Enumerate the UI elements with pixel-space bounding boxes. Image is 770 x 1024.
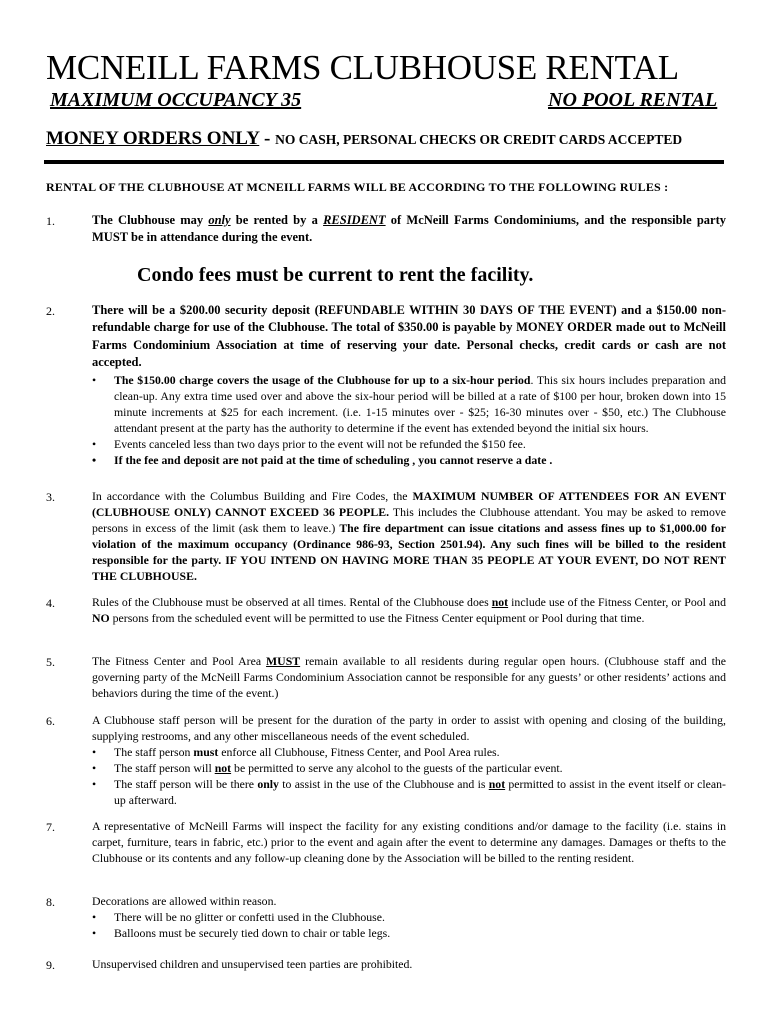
rule-6-text: A Clubhouse staff person will be present for the duration of the party in order to assist with opening and closing of the building, supplying restrooms, and any other miscellaneous needs of the event scheduled. <box>92 713 726 743</box>
rule-4-text <box>92 594 726 626</box>
rules-intro: RENTAL OF THE CLUBHOUSE AT MCNEILL FARMS WILL BE ACCORDING TO THE FOLLOWING RULES : <box>46 180 669 194</box>
rule-6-b1-must: must <box>193 745 219 759</box>
rule-4-part-a: Rules of the Clubhouse must be observed at all times. Rental of the Clubhouse does <box>92 595 492 609</box>
rule-8-number: 8. <box>46 895 55 909</box>
rule-8-bullet-2: • Balloons must be securely tied down to chair or table legs. <box>92 925 726 941</box>
rule-6-list <box>92 744 726 808</box>
rule-3-number: 3. <box>46 490 55 504</box>
rule-2-block <box>92 302 726 468</box>
dash-separator: - <box>259 128 276 149</box>
rule-3-part-c: This includes the Clubhouse attendant. You may be asked to remove persons in excess of the limit (ask them to leave.) <box>92 505 726 535</box>
rule-6-b3-only: only <box>257 777 279 791</box>
rule-1-part-a: The Clubhouse may <box>92 213 209 227</box>
no-pool-rental-heading: NO POOL RENTAL <box>548 89 718 111</box>
rule-6-b2-b: be permitted to serve any alcohol to the guests of the particular event. <box>231 761 563 775</box>
rule-5-part-b: remain available to all residents during regular open hours. (Clubhouse staff and the governing party of the McNeill Farms Condominium Association cannot be responsible for any guests’ or other residents’ actions and behaviors during the time of the event.) <box>92 654 726 700</box>
horizontal-divider <box>44 160 724 164</box>
rule-6-b3-a: The staff person will be there <box>114 777 258 791</box>
rule-1-part-b: be rented by a <box>230 213 324 227</box>
rule-5-text <box>92 653 726 701</box>
rule-5-must: MUST <box>266 654 301 668</box>
rule-8-text: Decorations are allowed within reason. <box>92 894 277 908</box>
rule-5-part-a: The Fitness Center and Pool Area <box>92 654 267 668</box>
rule-8-list <box>92 909 726 941</box>
rule-2-bullet-3: • If the fee and deposit are not paid at the time of scheduling , you cannot reserve a date . <box>92 452 726 468</box>
rule-3-part-a: In accordance with the Columbus Building and Fire Codes, the <box>92 489 413 503</box>
rule-1-part-c: of McNeill Farms Condominiums, and the responsible party MUST be in attendance during the event. <box>92 213 726 244</box>
rule-6-bullet-2 <box>92 760 726 776</box>
document-title: MCNEILL FARMS CLUBHOUSE RENTAL <box>46 48 679 87</box>
rule-2-text: There will be a $200.00 security deposit (REFUNDABLE WITHIN 30 DAYS OF THE EVENT) and a $150.00 non-refundable charge for use of the Clubhouse. The total of $350.00 is payable by MONEY ORDER made out to McNeill Farms Condominium Association at time of reserving your date. Personal checks, credit cards or cash are not accepted. <box>92 303 726 369</box>
rule-1-resident: RESIDENT <box>323 213 386 227</box>
condo-fees-notice: Condo fees must be current to rent the facility. <box>137 264 534 286</box>
no-cash-notice: NO CASH, PERSONAL CHECKS OR CREDIT CARDS ACCEPTED <box>275 132 683 147</box>
maximum-occupancy-heading: MAXIMUM OCCUPANCY 35 <box>50 89 302 111</box>
rule-2-number: 2. <box>46 304 55 318</box>
rule-6-block <box>92 712 726 808</box>
rule-1-number: 1. <box>46 214 55 228</box>
rule-2-bullet-1 <box>92 372 726 436</box>
rule-6-b1-b: enforce all Clubhouse, Fitness Center, and Pool Area rules. <box>218 745 500 759</box>
rule-1-only: only <box>208 213 231 227</box>
rule-3-part-d: The fire department can issue citations and assess fines up to $1,000.00 for violation of the maximum occupancy (Ordinance 986-93, Section 2501.94). Any such fines will be billed to the resident responsible for the party. IF YOU INTEND ON HAVING MORE THAN 35 PEOPLE AT YOUR EVENT, DO NOT RENT THE CLUBHOUSE. <box>92 521 726 583</box>
rule-7-text: A representative of McNeill Farms will inspect the facility for any existing conditions and/or damage to the facility (i.e. stains in carpet, furniture, tears in fabric, etc.) prior to the event and again after the event to determine any damages. Damages or thefts to the Clubhouse or its contents and any follow-up cleaning done by the Association will be billed to the renting resident. <box>92 819 726 865</box>
rule-3-part-b: MAXIMUM NUMBER OF ATTENDEES FOR AN EVENT (CLUBHOUSE ONLY) CANNOT EXCEED 36 PEOPLE. <box>92 489 726 519</box>
rule-4-part-b: include use of the Fitness Center, or Pool and <box>508 595 726 609</box>
rule-6-number: 6. <box>46 714 55 728</box>
rule-6-b3-c: permitted to assist in the event itself or clean-up afterward. <box>114 777 726 807</box>
payment-notice <box>46 128 682 150</box>
rule-2-bullet-2: • Events canceled less than two days prior to the event will not be refunded the $150 fee. <box>92 436 726 452</box>
rule-9-number: 9. <box>46 958 55 972</box>
rule-6-bullet-3 <box>92 776 726 808</box>
rule-1-text <box>92 212 726 246</box>
rule-6-bullet-1 <box>92 744 726 760</box>
rule-2-bullet-1-rest: . This six hours includes preparation and clean-up. Any extra time used over and above the six-hour period will be billed at a rate of $100 per hour, broken down into 15 minute increments at $25 for each increment. (i.e. 1-15 minutes over - $25; 16-30 minutes over - $50, etc.) The Clubhouse attendant present at the party has the authority to determine if the event has extended beyond the initial six hours. <box>114 373 726 436</box>
rule-6-b1-a: The staff person <box>114 745 194 759</box>
rule-6-b2-not: not <box>214 761 232 775</box>
rule-6-b3-b: to assist in the use of the Clubhouse and is <box>278 777 489 791</box>
rule-8-block <box>92 893 726 941</box>
rule-4-number: 4. <box>46 596 55 610</box>
money-orders-only: MONEY ORDERS ONLY <box>46 128 260 149</box>
rule-7-number: 7. <box>46 820 55 834</box>
rule-2-bullet-1-bold: The $150.00 charge covers the usage of the Clubhouse for up to a six-hour period <box>114 373 531 388</box>
rule-8-bullet-1: • There will be no glitter or confetti used in the Clubhouse. <box>92 909 726 925</box>
rule-6-b3-not: not <box>488 777 506 791</box>
rule-5-number: 5. <box>46 655 55 669</box>
rule-6-b2-a: The staff person will <box>114 761 215 775</box>
rule-4-no: NO <box>92 611 110 625</box>
rule-9-text: Unsupervised children and unsupervised teen parties are prohibited. <box>92 957 413 971</box>
rule-4-not: not <box>491 595 509 609</box>
rule-4-part-c: persons from the scheduled event will be permitted to use the Fitness Center equipment or Pool during that time. <box>109 611 645 625</box>
rule-3-text <box>92 488 726 584</box>
rule-2-list <box>92 372 726 468</box>
